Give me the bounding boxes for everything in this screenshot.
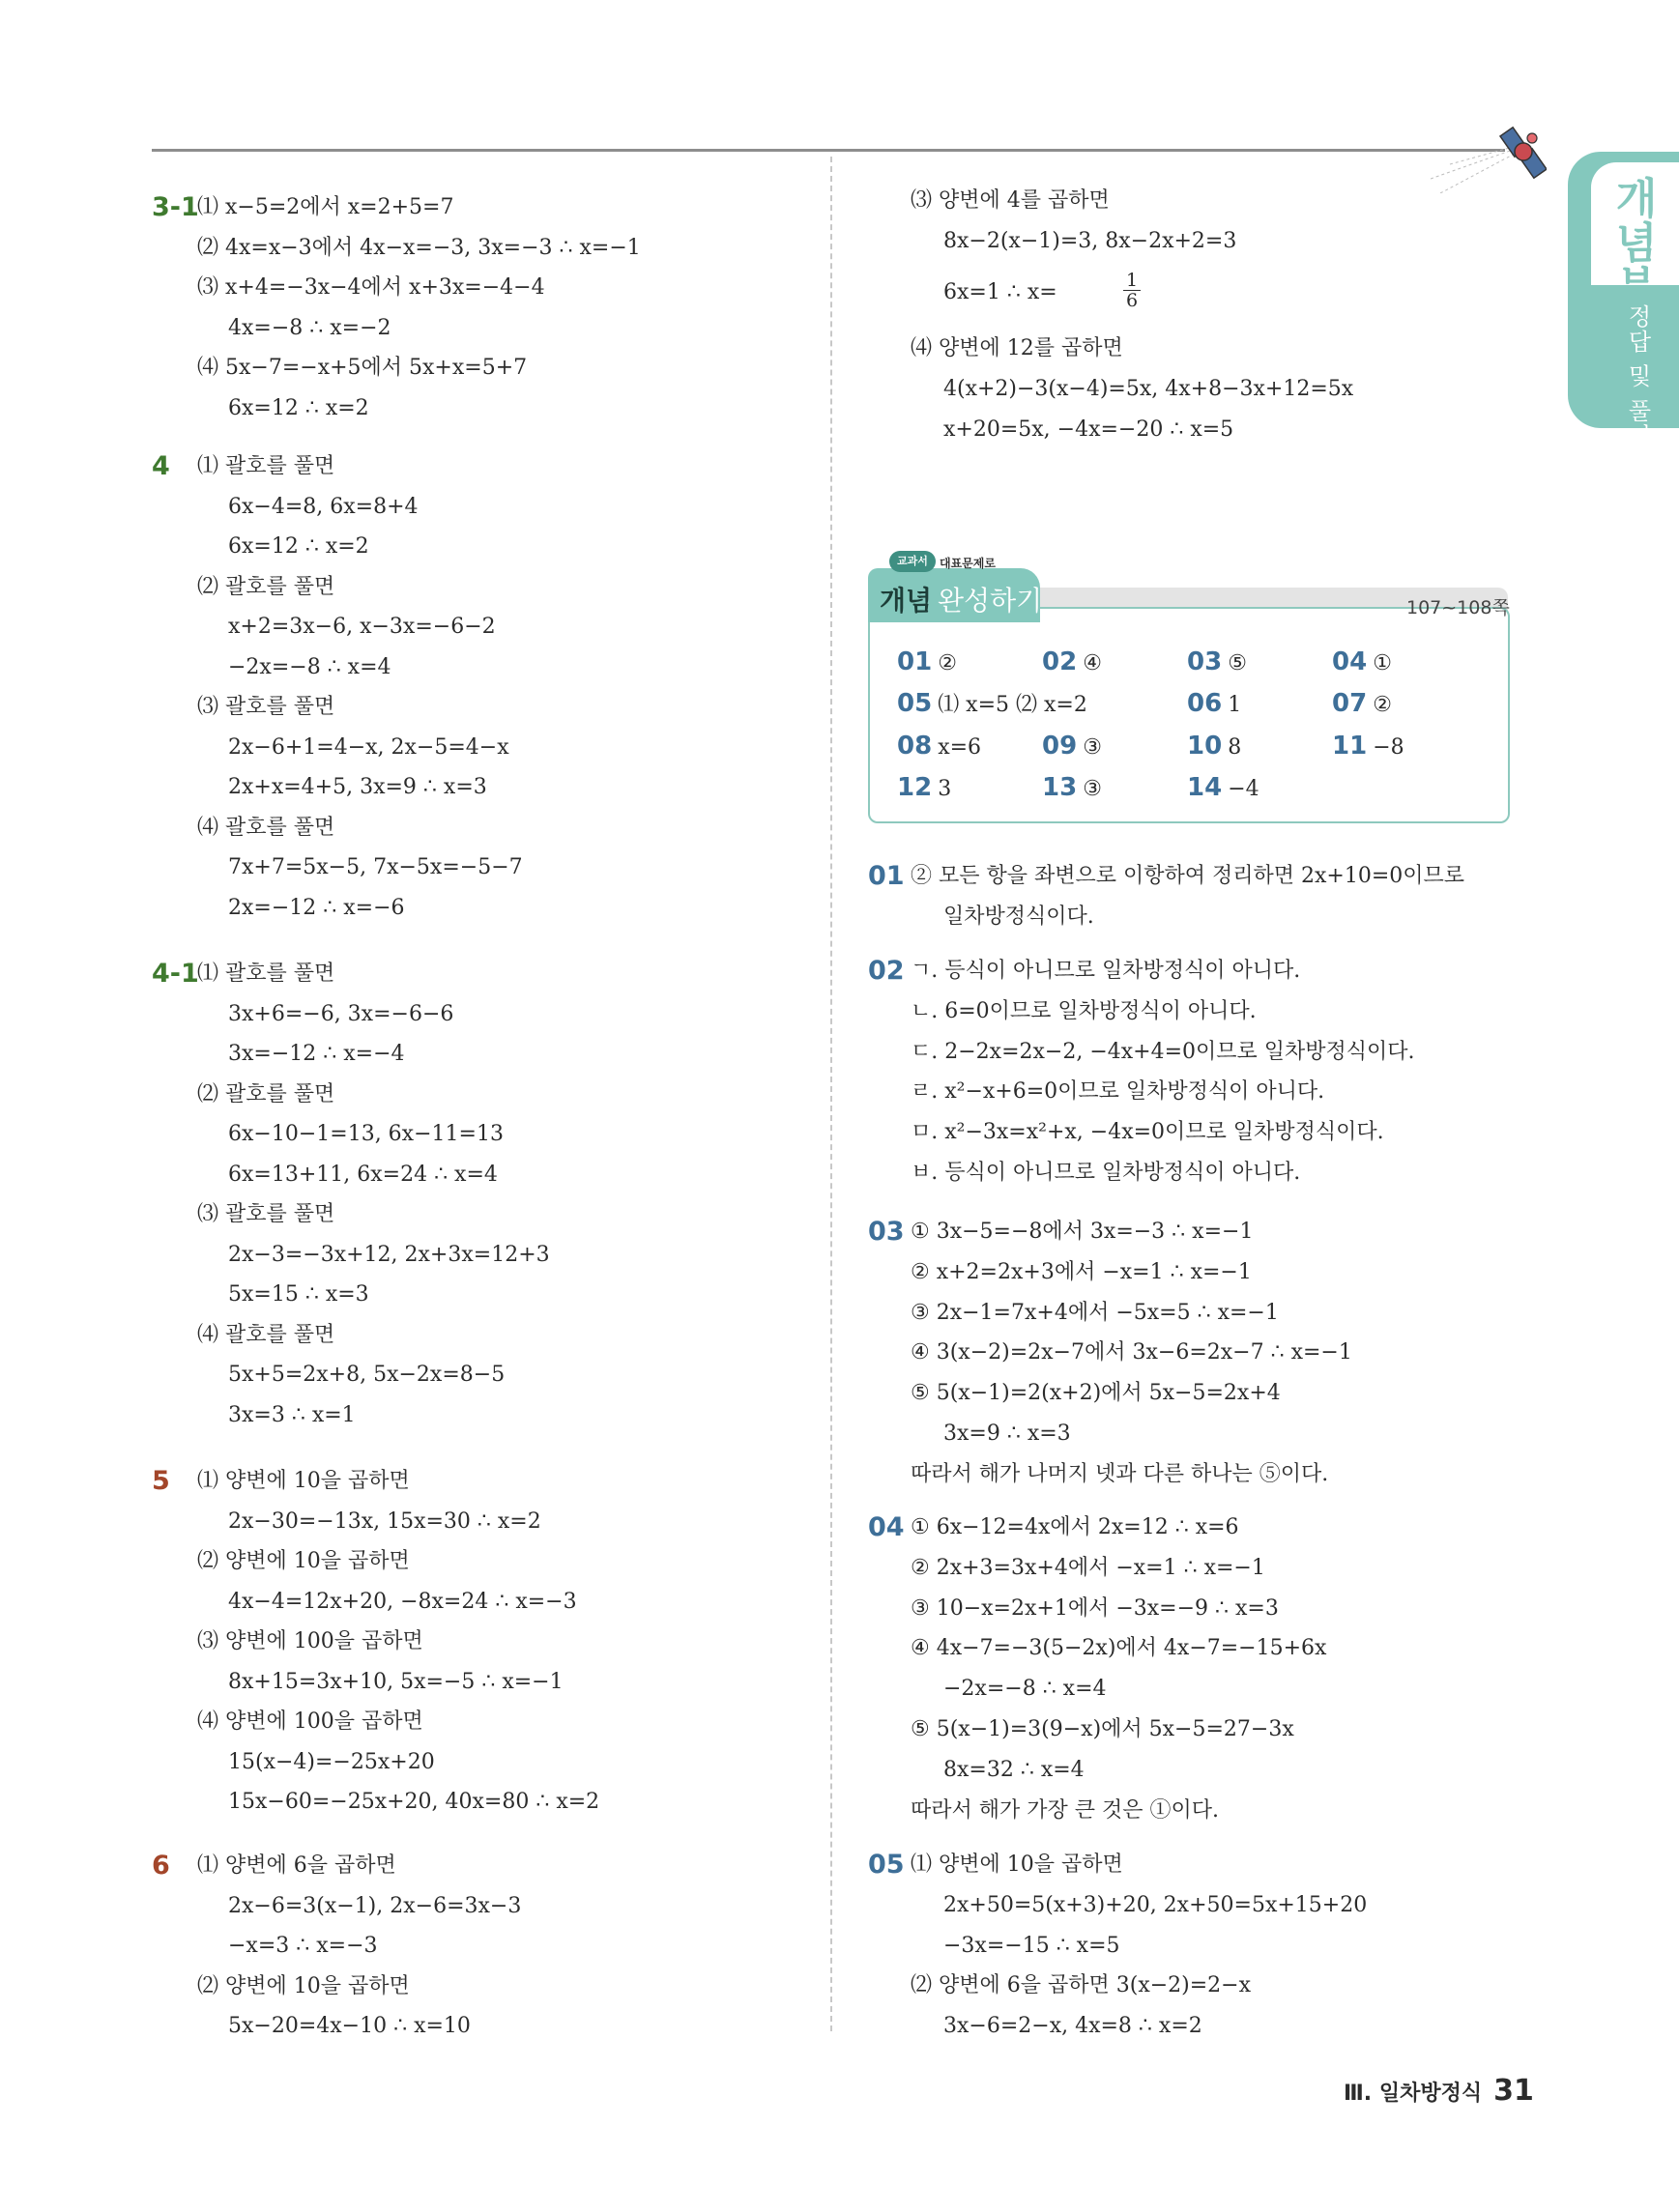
problem-number: 4	[152, 451, 170, 481]
answer-number: 11	[1332, 732, 1368, 761]
solution-line: ⑵ 괄호를 풀면	[197, 574, 335, 599]
box-title-sub: 완성하기	[938, 585, 1043, 617]
solution-line: ㄴ. 6=0이므로 일차방정식이 아니다.	[911, 998, 1257, 1023]
solution-line: ⑷ 양변에 100을 곱하면	[197, 1709, 423, 1734]
answer-value: ②	[938, 651, 957, 675]
solution-line: ㅁ. x²−3x=x²+x, −4x=0이므로 일차방정식이다.	[911, 1120, 1384, 1145]
solution-line: 3x−6=2−x, 4x=8 ∴ x=2	[943, 2014, 1202, 2039]
solution-line: 3x=−12 ∴ x=−4	[228, 1042, 405, 1066]
solution-line: 6x−10−1=13, 6x−11=13	[228, 1122, 504, 1146]
answer-value: ③	[1083, 777, 1102, 801]
solution-line: ⑴ 양변에 10을 곱하면	[911, 1853, 1123, 1877]
problem-number: 04	[868, 1512, 905, 1542]
satellite-icon	[1431, 106, 1547, 193]
answer-value: 3	[938, 777, 952, 801]
answer-number: 05	[897, 689, 933, 718]
textbook-badge: 교과서	[889, 551, 936, 572]
fraction-numerator: 1	[1123, 271, 1141, 291]
solution-line: 4(x+2)−3(x−4)=5x, 4x+8−3x+12=5x	[943, 377, 1354, 401]
answer-number: 13	[1042, 773, 1078, 802]
solution-line: 2x=−12 ∴ x=−6	[228, 895, 405, 920]
side-tab-title: 개념북	[1607, 176, 1657, 309]
textbook-badge-caption: 대표문제로	[940, 557, 996, 570]
solution-line: ⑶ 괄호를 풀면	[197, 1202, 335, 1226]
solution-line: −2x=−8 ∴ x=4	[228, 654, 391, 679]
answer-item	[1187, 689, 1241, 720]
solution-line: 6x=13+11, 6x=24 ∴ x=4	[228, 1162, 498, 1187]
answer-item	[1187, 647, 1247, 678]
answer-value: ②	[1373, 693, 1392, 717]
answer-value: ⑤	[1228, 651, 1247, 675]
solution-line: x+20=5x, −4x=−20 ∴ x=5	[943, 417, 1234, 442]
problem-number: 02	[868, 956, 905, 986]
answer-number: 03	[1187, 647, 1223, 676]
solution-line: 2x+50=5(x+3)+20, 2x+50=5x+15+20	[943, 1892, 1368, 1917]
solution-line: ⑷ 괄호를 풀면	[197, 815, 335, 840]
solution-line: ⑶ 양변에 100을 곱하면	[197, 1629, 423, 1653]
answer-number: 14	[1187, 773, 1223, 802]
solution-line: ⑴ 양변에 6을 곱하면	[197, 1853, 396, 1878]
solution-line: −x=3 ∴ x=−3	[228, 1934, 378, 1958]
problem-number: 01	[868, 861, 905, 891]
solution-line: 따라서 해가 나머지 넷과 다른 하나는 ⑤이다.	[911, 1461, 1329, 1486]
answer-number: 01	[897, 647, 933, 676]
problem-number: 5	[152, 1466, 170, 1496]
page-footer	[1344, 2074, 1534, 2108]
answer-number: 02	[1042, 647, 1078, 676]
solution-line: 3x+6=−6, 3x=−6−6	[228, 1001, 454, 1026]
answer-item	[1332, 647, 1392, 678]
answer-number: 08	[897, 732, 933, 761]
solution-line: ㄱ. 등식이 아니므로 일차방정식이 아니다.	[911, 959, 1301, 983]
solution-line: ⑷ 괄호를 풀면	[197, 1322, 335, 1347]
answer-item	[1042, 773, 1102, 804]
solution-line: ⑴ 괄호를 풀면	[197, 962, 335, 986]
solution-line: ⑴ x−5=2에서 x=2+5=7	[197, 195, 454, 219]
solution-line: ⑶ 양변에 4를 곱하면	[911, 188, 1110, 213]
solution-line: ② 2x+3=3x+4에서 −x=1 ∴ x=−1	[911, 1555, 1265, 1580]
answer-value: ⑴ x=5 ⑵ x=2	[938, 693, 1087, 717]
solution-line: 6x=1 ∴ x=	[943, 280, 1057, 304]
answer-value: x=6	[938, 735, 982, 760]
problem-number: 4-1	[152, 959, 199, 989]
answer-value: −4	[1228, 777, 1259, 801]
solution-line: ⑶ x+4=−3x−4에서 x+3x=−4−4	[197, 275, 545, 300]
solution-line: 4x−4=12x+20, −8x=24 ∴ x=−3	[228, 1589, 577, 1614]
problem-number: 6	[152, 1851, 170, 1881]
problem-number: 03	[868, 1217, 905, 1247]
solution-line: ⑤ 5(x−1)=2(x+2)에서 5x−5=2x+4	[911, 1381, 1281, 1406]
solution-line: −2x=−8 ∴ x=4	[943, 1677, 1107, 1702]
answer-item	[1187, 732, 1241, 762]
answer-value: ③	[1083, 735, 1102, 760]
answer-number: 04	[1332, 647, 1368, 676]
solution-line: ② x+2=2x+3에서 −x=1 ∴ x=−1	[911, 1259, 1252, 1284]
answer-value: 1	[1228, 693, 1242, 717]
column-divider	[830, 157, 832, 2031]
solution-line: 2x+x=4+5, 3x=9 ∴ x=3	[228, 775, 487, 799]
page-number: 31	[1493, 2074, 1534, 2108]
solution-line: −3x=−15 ∴ x=5	[943, 1933, 1120, 1958]
fraction-denominator: 6	[1126, 290, 1139, 311]
solution-line: ④ 4x−7=−3(5−2x)에서 4x−7=−15+6x	[911, 1636, 1327, 1661]
answer-value: ④	[1083, 651, 1102, 675]
answer-number: 06	[1187, 689, 1223, 718]
solution-line: ① 6x−12=4x에서 2x=12 ∴ x=6	[911, 1515, 1239, 1539]
solution-line: 5x=15 ∴ x=3	[228, 1282, 369, 1307]
answer-value: ①	[1373, 651, 1392, 675]
solution-line: 7x+7=5x−5, 7x−5x=−5−7	[228, 855, 523, 879]
answer-value: −8	[1373, 735, 1404, 760]
solution-line: 따라서 해가 가장 큰 것은 ①이다.	[911, 1797, 1219, 1823]
answer-number: 09	[1042, 732, 1078, 761]
solution-line: ⑵ 괄호를 풀면	[197, 1081, 335, 1106]
side-tab-subtitle: 정답 및 풀이	[1624, 304, 1651, 449]
solution-line: ⑷ 5x−7=−x+5에서 5x+x=5+7	[197, 356, 528, 380]
solution-line: 5x−20=4x−10 ∴ x=10	[228, 2014, 471, 2038]
solution-line: ㄹ. x²−x+6=0이므로 일차방정식이 아니다.	[911, 1079, 1325, 1105]
solution-line: ⑶ 괄호를 풀면	[197, 695, 335, 719]
solution-line: ③ 2x−1=7x+4에서 −5x=5 ∴ x=−1	[911, 1300, 1279, 1325]
solution-line: ⑤ 5(x−1)=3(9−x)에서 5x−5=27−3x	[911, 1717, 1294, 1741]
fraction-one-sixth	[1123, 271, 1141, 310]
solution-line: ⑷ 양변에 12를 곱하면	[911, 336, 1123, 360]
answer-item	[1187, 773, 1259, 804]
solution-line: 3x=3 ∴ x=1	[228, 1402, 356, 1427]
problem-number: 3-1	[152, 192, 199, 222]
solution-line: ㄷ. 2−2x=2x−2, −4x+4=0이므로 일차방정식이다.	[911, 1039, 1415, 1064]
solution-line: ㅂ. 등식이 아니므로 일차방정식이 아니다.	[911, 1161, 1301, 1185]
solution-line: ③ 10−x=2x+1에서 −3x=−9 ∴ x=3	[911, 1595, 1279, 1621]
solution-line: ⑴ 양변에 10을 곱하면	[197, 1469, 410, 1493]
solution-line: 15(x−4)=−25x+20	[228, 1749, 435, 1774]
solution-line: 2x−6+1=4−x, 2x−5=4−x	[228, 734, 509, 760]
solution-line: ⑴ 괄호를 풀면	[197, 454, 335, 478]
answer-item	[897, 773, 951, 804]
solution-line: 2x−3=−3x+12, 2x+3x=12+3	[228, 1242, 550, 1267]
solution-line: 2x−6=3(x−1), 2x−6=3x−3	[228, 1893, 522, 1918]
solution-line: 4x=−8 ∴ x=−2	[228, 315, 391, 340]
solution-line: x+2=3x−6, x−3x=−6−2	[228, 615, 496, 639]
answer-number: 07	[1332, 689, 1368, 718]
solution-line: ② 모든 항을 좌변으로 이항하여 정리하면 2x+10=0이므로	[911, 864, 1465, 888]
solution-line: 일차방정식이다.	[943, 904, 1094, 929]
solution-line: 8x+15=3x+10, 5x=−5 ∴ x=−1	[228, 1669, 564, 1694]
answer-value: 8	[1228, 735, 1242, 760]
chapter-title: Ⅲ. 일차방정식	[1344, 2082, 1483, 2106]
answer-item	[1332, 689, 1392, 720]
solution-line: 6x=12 ∴ x=2	[228, 534, 369, 559]
answer-item	[1042, 647, 1102, 678]
solution-line: 5x+5=2x+8, 5x−2x=8−5	[228, 1363, 506, 1387]
answer-item	[897, 647, 957, 678]
answer-item	[1332, 732, 1404, 762]
box-page-range: 107~108쪽	[1406, 597, 1510, 618]
solution-line: 8x=32 ∴ x=4	[943, 1757, 1085, 1782]
solution-line: ④ 3(x−2)=2x−7에서 3x−6=2x−7 ∴ x=−1	[911, 1340, 1352, 1365]
answer-number: 10	[1187, 732, 1223, 761]
solution-line: ⑵ 4x=x−3에서 4x−x=−3, 3x=−3 ∴ x=−1	[197, 235, 641, 260]
solution-line: ① 3x−5=−8에서 3x=−3 ∴ x=−1	[911, 1220, 1254, 1244]
solution-line: 3x=9 ∴ x=3	[943, 1422, 1071, 1446]
answer-item	[897, 689, 1087, 720]
answer-item	[897, 732, 981, 762]
solution-line: ⑵ 양변에 6을 곱하면 3(x−2)=2−x	[911, 1973, 1252, 1998]
solution-line: ⑵ 양변에 10을 곱하면	[197, 1973, 410, 1998]
problem-number: 05	[868, 1850, 905, 1880]
answer-item	[1042, 732, 1102, 762]
answer-number: 12	[897, 773, 933, 802]
solution-line: 8x−2(x−1)=3, 8x−2x+2=3	[943, 229, 1237, 253]
box-title-main: 개념	[880, 585, 933, 617]
solution-line: ⑵ 양변에 10을 곱하면	[197, 1549, 410, 1573]
solution-line: 2x−30=−13x, 15x=30 ∴ x=2	[228, 1508, 541, 1534]
solution-line: 6x=12 ∴ x=2	[228, 395, 369, 420]
solution-line: 6x−4=8, 6x=8+4	[228, 494, 419, 519]
solution-line: 15x−60=−25x+20, 40x=80 ∴ x=2	[228, 1790, 600, 1814]
top-rule	[152, 149, 1505, 152]
